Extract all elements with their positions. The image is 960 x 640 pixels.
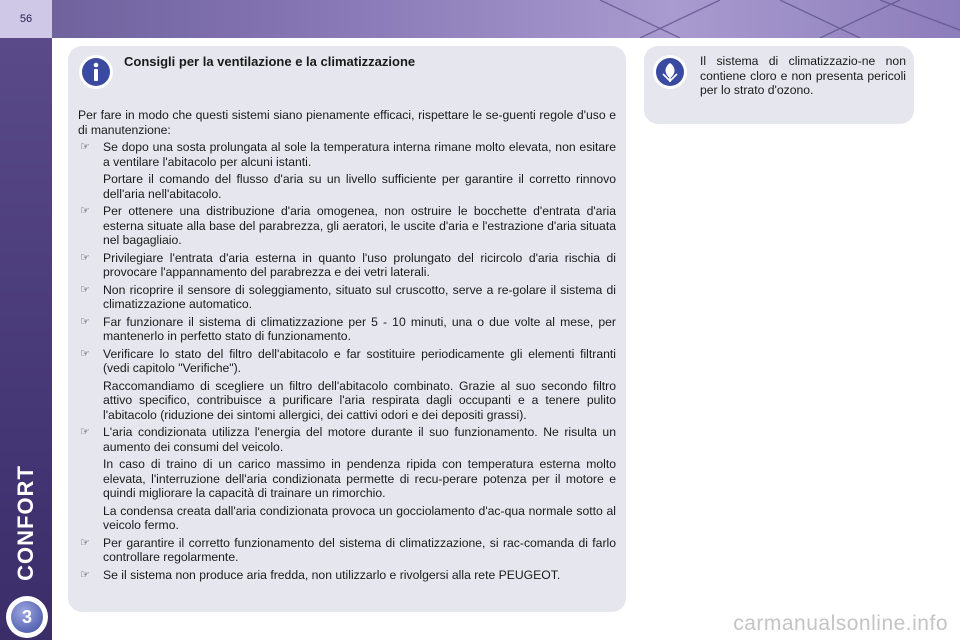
eco-leaf-icon [652, 54, 688, 90]
advice-bullet [78, 568, 616, 583]
header-decoration [0, 0, 960, 38]
advice-body [78, 108, 616, 585]
advice-paragraph: Raccomandiamo di scegliere un filtro dell'abitacolo combinato. Grazie al suo secondo filtro attivo specifico, contribuisce a purificare l'aria respirata dagli occupanti e a tenere pulito l'abitacolo (riduzione dei sintomi allergici, dei cattivi odori e dei depositi grassi). [103, 378, 616, 422]
page-number: 56 [0, 0, 52, 38]
advice-paragraph: In caso di traino di un carico massimo in pendenza ripida con temperatura esterna molto elevata, l'interruzione dell'aria condizionata permette di recu-perare potenza per il motore e quindi migliorare la capacità di trainare un rimorchio. [103, 457, 616, 500]
section-label [4, 458, 48, 588]
advice-bullet-text: Per garantire il corretto funzionamento del sistema di climatizzazione, si rac-comanda di farlo controllare regolarmente. [103, 535, 616, 564]
advice-bullet-text: Non ricoprire il sensore di soleggiamento, situato sul cruscotto, serve a re-golare il sistema di climatizzazione automatico. [103, 282, 616, 311]
advice-bullet-text: Far funzionare il sistema di climatizzazione per 5 - 10 minuti, una o due volte al mese, per mantenerlo in perfetto stato di funzionamento. [103, 314, 616, 343]
hand-pointer-icon: ☞ [80, 426, 90, 438]
watermark: carmanualsonline.info [733, 612, 948, 635]
advice-bullet-text: Privilegiare l'entrata d'aria esterna in quanto l'uso prolungato del ricircolo d'aria rischia di provocare l'appannamento del parabrezza e dei vetri laterali. [103, 250, 616, 279]
advice-bullet [78, 204, 616, 248]
eco-note-box [644, 46, 914, 124]
advice-paragraph: Portare il comando del flusso d'aria su un livello sufficiente per garantire il corretto rinnovo dell'aria nell'abitacolo. [103, 172, 616, 201]
chapter-badge [6, 596, 48, 638]
advice-bullet-text: Per ottenere una distribuzione d'aria omogenea, non ostruire le bocchette d'entrata d'aria esterna situate alla base del parabrezza, gli aeratori, le uscite d'aria e l'estrazione d'aria situata nel bagagliaio. [103, 204, 616, 247]
hand-pointer-icon: ☞ [80, 205, 90, 217]
advice-box [68, 46, 626, 612]
advice-bullet [78, 425, 616, 454]
eco-note-text: Il sistema di climatizzazio-ne non contiene cloro e non presenta pericoli per lo strato d'ozono. [700, 54, 906, 97]
advice-bullet [78, 536, 616, 565]
advice-paragraph: La condensa creata dall'aria condizionata provoca un gocciolamento d'ac-qua normale sotto al veicolo fermo. [103, 503, 616, 532]
chapter-sidebar [0, 38, 52, 640]
advice-bullet [78, 283, 616, 312]
advice-bullet [78, 251, 616, 280]
info-icon [78, 54, 114, 90]
advice-intro: Per fare in modo che questi sistemi siano pienamente efficaci, rispettare le se-guenti regole d'uso e di manutenzione: [78, 108, 616, 137]
advice-title: Consigli per la ventilazione e la climatizzazione [124, 54, 416, 69]
advice-bullet-text: Se dopo una sosta prolungata al sole la temperatura interna rimane molto elevata, non esitare a ventilare l'abitacolo per alcuni istanti. [103, 140, 616, 169]
section-label-text: CONFORT [13, 465, 39, 581]
advice-bullet [78, 315, 616, 344]
hand-pointer-icon: ☞ [80, 536, 90, 549]
advice-bullet-text: L'aria condizionata utilizza l'energia del motore durante il suo funzionamento. Ne risulta un aumento dei consumi del veicolo. [103, 425, 616, 454]
hand-pointer-icon: ☞ [80, 347, 90, 360]
header-band [0, 0, 960, 38]
advice-bullet-text: Se il sistema non produce aria fredda, non utilizzarlo e rivolgersi alla rete PEUGEOT. [103, 567, 561, 582]
hand-pointer-icon: ☞ [80, 251, 90, 264]
hand-pointer-icon: ☞ [80, 568, 90, 581]
hand-pointer-icon: ☞ [80, 283, 90, 296]
chapter-number: 3 [11, 601, 43, 633]
advice-bullet [78, 140, 616, 169]
advice-bullet [78, 347, 616, 376]
advice-bullet-text: Verificare lo stato del filtro dell'abitacolo e far sostituire periodicamente gli elementi filtranti (vedi capitolo "Verifiche"). [103, 346, 616, 375]
hand-pointer-icon: ☞ [80, 315, 90, 328]
hand-pointer-icon: ☞ [80, 141, 90, 153]
